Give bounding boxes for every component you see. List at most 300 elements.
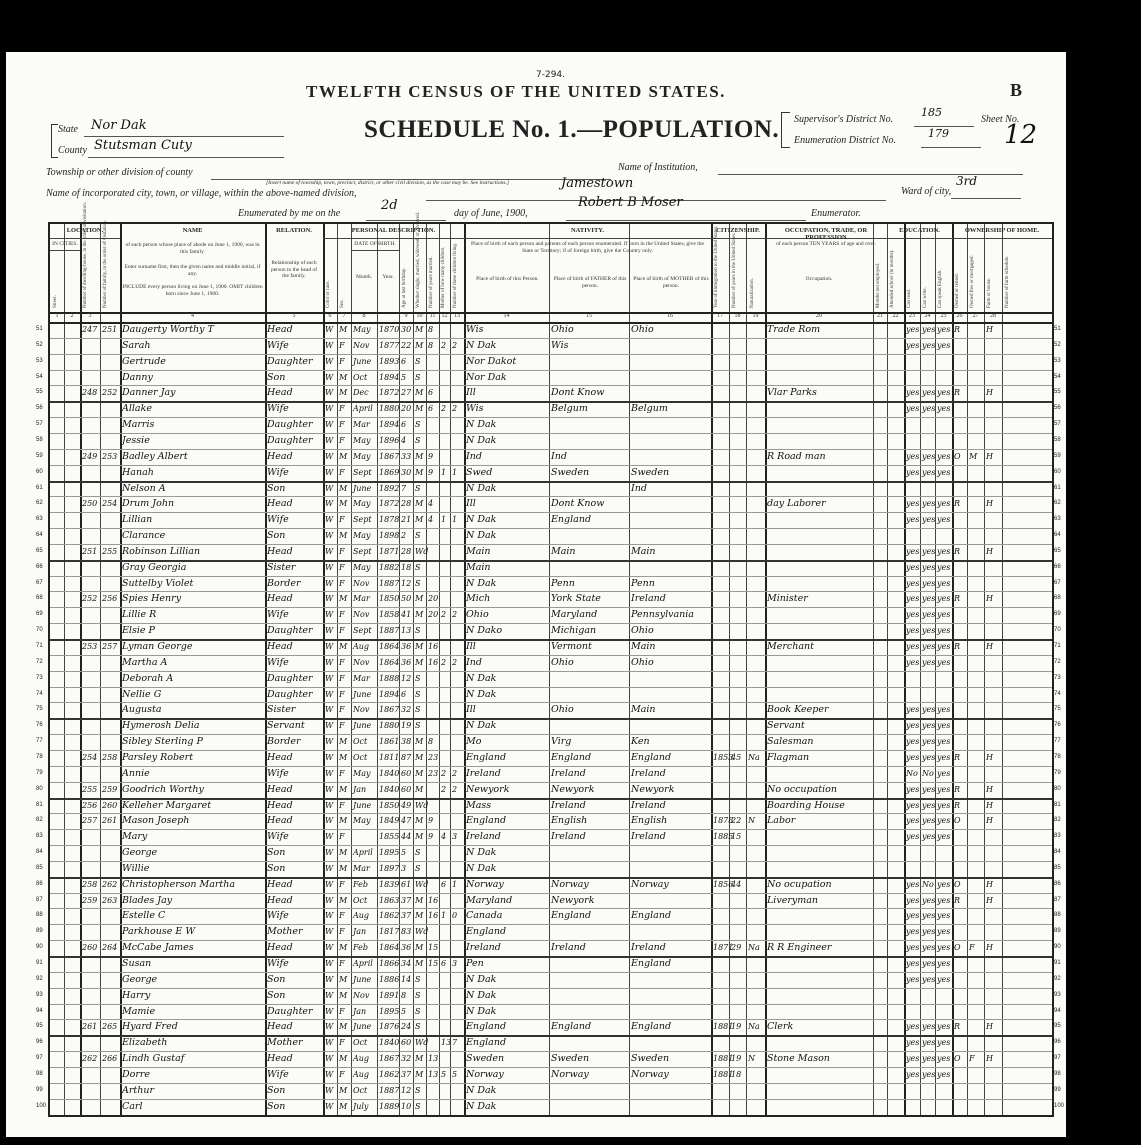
cell-name: Suttelby Violet xyxy=(122,577,194,589)
cell-month: June xyxy=(353,483,372,493)
cell-sex: M xyxy=(339,816,348,826)
cell-moth: 6 xyxy=(441,879,447,889)
line-number: 74 xyxy=(1054,690,1061,697)
cell-rd: yes xyxy=(906,340,920,350)
cell-month: Nov xyxy=(353,657,370,667)
cell-bp: N Dak xyxy=(466,672,497,684)
cell-age: 2 xyxy=(401,531,407,541)
cell-name: George xyxy=(122,973,158,985)
cell-fh: H xyxy=(986,943,993,953)
cell-age: 36 xyxy=(401,943,412,953)
column-number: 9 xyxy=(404,313,408,319)
cell-mar: M xyxy=(415,911,424,921)
farm-schedule-header: Number of farm schedule. xyxy=(1005,255,1010,308)
cell-mar: S xyxy=(415,974,421,984)
cell-mar: M xyxy=(415,895,424,905)
cell-rd: yes xyxy=(906,879,920,889)
enumerated-day: 2d xyxy=(381,198,398,213)
cell-imm: 1881 xyxy=(713,1022,734,1032)
cell-wr: yes xyxy=(922,546,936,556)
cell-moth: 4 xyxy=(441,832,447,842)
line-number: 79 xyxy=(1054,769,1061,776)
line-number: 95 xyxy=(1054,1023,1061,1030)
cell-bp: Nor Dakot xyxy=(466,355,517,367)
cell-rd: yes xyxy=(906,657,920,667)
cell-age: 3 xyxy=(401,863,407,873)
cell-dw: 250 xyxy=(82,499,98,509)
cell-imm: 1878 xyxy=(713,816,734,826)
cell-occ: Vlar Parks xyxy=(767,387,817,399)
cell-bm: Penn xyxy=(631,577,655,589)
cell-liv: 0 xyxy=(452,911,458,921)
cell-name: Christopherson Martha xyxy=(122,878,236,890)
column-divider xyxy=(711,224,713,1115)
cell-sex: F xyxy=(339,610,345,620)
cell-fm: 265 xyxy=(102,1022,118,1032)
cell-year: 1895 xyxy=(379,1006,400,1016)
cell-or: R xyxy=(954,388,961,398)
cell-rd: yes xyxy=(906,1022,920,1032)
cell-liv: 2 xyxy=(452,784,458,794)
line-number: 82 xyxy=(1054,817,1061,824)
cell-year: 1864 xyxy=(379,642,400,651)
group-header-relation: RELATION. xyxy=(276,227,312,234)
cell-bm: Main xyxy=(631,641,656,652)
cell-sex: F xyxy=(339,420,345,430)
line-number-left: 99 xyxy=(36,1086,43,1093)
cell-liv: 1 xyxy=(452,467,458,477)
cell-rel: Head xyxy=(267,450,293,462)
line-number: 98 xyxy=(1054,1070,1061,1077)
cell-bf: Ireland xyxy=(551,831,586,843)
cell-month: Mar xyxy=(353,420,370,430)
cell-sex: F xyxy=(339,1038,345,1048)
attended-school-header: Attended school (in months). xyxy=(890,249,895,308)
cell-year: 1894 xyxy=(379,420,400,430)
cell-occ: No occupation xyxy=(767,783,837,795)
color-header: Color or race. xyxy=(326,280,331,308)
cell-imm: 1881 xyxy=(713,1054,734,1064)
cell-bm: Main xyxy=(631,704,656,716)
cell-liv: 2 xyxy=(452,610,458,620)
cell-year: 1869 xyxy=(379,467,400,477)
cell-rd: yes xyxy=(906,610,920,620)
cell-fm: 266 xyxy=(102,1054,118,1064)
cell-sp: yes xyxy=(937,388,951,398)
cell-rel: Wife xyxy=(267,958,289,969)
cell-name: Blades Jay xyxy=(122,894,173,906)
cell-bp: N Dak xyxy=(466,720,497,732)
line-number-left: 86 xyxy=(36,880,43,887)
column-divider xyxy=(426,224,427,1115)
cell-age: 32 xyxy=(401,1054,412,1064)
cell-age: 7 xyxy=(401,483,407,493)
cell-age: 6 xyxy=(401,420,407,430)
cell-name: Mamie xyxy=(122,1005,156,1017)
cell-mar: S xyxy=(415,626,421,636)
cell-sex: M xyxy=(339,752,348,762)
cell-age: 41 xyxy=(401,610,412,620)
cell-wr: yes xyxy=(922,1069,936,1079)
cell-bm: Belgum xyxy=(631,403,668,415)
cell-rel: Head xyxy=(267,894,293,906)
cell-of: M xyxy=(969,451,978,461)
cell-dw: 251 xyxy=(82,546,98,556)
cell-sex: F xyxy=(339,1069,345,1079)
name-include-hint: INCLUDE every person living on June 1, 1900. OMIT children born since June 1, 1900. xyxy=(122,284,263,297)
line-number: 59 xyxy=(1054,452,1061,459)
line-number: 60 xyxy=(1054,468,1061,475)
cell-year: 1850 xyxy=(379,594,400,604)
cell-name: Nelson A xyxy=(122,482,166,494)
cell-wr: yes xyxy=(922,816,936,826)
cell-name: Parkhouse E W xyxy=(122,926,196,938)
cell-mar: S xyxy=(415,705,421,715)
cell-sp: yes xyxy=(937,784,951,794)
cell-sp: yes xyxy=(937,642,951,651)
cell-bm: England xyxy=(631,1021,672,1033)
cell-liv: 1 xyxy=(452,879,458,889)
cell-bm: Norway xyxy=(631,878,669,890)
cell-sp: yes xyxy=(937,610,951,620)
cell-color: W xyxy=(325,1006,334,1016)
cell-year: 1887 xyxy=(379,626,400,636)
group-header-citizenship: CITIZENSHIP. xyxy=(716,227,760,234)
cell-mar: M xyxy=(415,388,424,398)
cell-color: W xyxy=(325,467,334,477)
cell-rd: yes xyxy=(906,911,920,921)
cell-rd: yes xyxy=(906,816,920,826)
cell-age: 37 xyxy=(401,1069,412,1079)
column-divider xyxy=(549,224,550,1115)
cell-ym: 16 xyxy=(428,911,439,921)
cell-year: 1866 xyxy=(379,959,400,968)
cell-rel: Daughter xyxy=(267,434,313,446)
cell-color: W xyxy=(325,752,334,762)
cell-age: 36 xyxy=(401,657,412,667)
cell-bf: English xyxy=(551,815,588,827)
cell-ym: 15 xyxy=(428,959,439,968)
cell-mar: S xyxy=(415,848,421,858)
cell-fh: H xyxy=(986,546,993,556)
institution-label: Name of Institution, xyxy=(618,162,698,173)
cell-month: April xyxy=(353,404,373,414)
cell-name: Lyman George xyxy=(122,641,193,652)
cell-liv: 3 xyxy=(452,832,458,842)
cell-sex: M xyxy=(339,1022,348,1032)
cell-age: 18 xyxy=(401,562,412,572)
cell-year: 1888 xyxy=(379,673,400,683)
column-number: 25 xyxy=(940,313,947,319)
column-divider xyxy=(935,224,936,1115)
cell-nat: Na xyxy=(748,943,760,953)
cell-age: 5 xyxy=(401,372,407,382)
immigration-header: Year of immigration to the United States. xyxy=(714,225,719,308)
line-number: 100 xyxy=(1054,1102,1065,1109)
cell-name: Parsley Robert xyxy=(122,751,194,763)
cell-year: 1855 xyxy=(379,832,400,842)
cell-year: 1864 xyxy=(379,657,400,667)
cell-nat: Na xyxy=(748,752,760,762)
cell-liv: 1 xyxy=(452,515,458,525)
census-sheet xyxy=(6,52,1066,1137)
cell-ym: 9 xyxy=(428,467,434,477)
cell-name: Susan xyxy=(122,958,152,969)
cell-color: W xyxy=(325,483,334,493)
cell-age: 60 xyxy=(401,784,412,794)
cell-fh: H xyxy=(986,1054,993,1064)
can-read-header: Can read. xyxy=(907,288,912,308)
cell-color: W xyxy=(325,1022,334,1032)
city-value: Jamestown xyxy=(561,176,634,191)
cell-bf: Ireland xyxy=(551,942,586,954)
cell-rd: yes xyxy=(906,562,920,572)
sheet-value: 12 xyxy=(1004,120,1038,150)
cell-sp: yes xyxy=(937,594,951,604)
column-divider xyxy=(887,224,888,1115)
column-divider xyxy=(450,224,451,1115)
enumerated-day-field xyxy=(366,206,446,221)
cell-rel: Head xyxy=(267,545,293,557)
cell-month: May xyxy=(353,816,371,826)
cell-fh: H xyxy=(986,816,993,826)
cell-name: McCabe James xyxy=(122,942,194,954)
birth-date-rule xyxy=(351,250,399,251)
column-divider xyxy=(873,224,874,1115)
cell-sp: yes xyxy=(937,768,951,778)
cell-bm: Ireland xyxy=(631,942,666,954)
relation-description: Relationship of each person to the head of the family. xyxy=(270,260,318,279)
cell-bf: Ind xyxy=(551,450,567,462)
cell-color: W xyxy=(325,610,334,620)
cell-rd: yes xyxy=(906,895,920,905)
cell-year: 1839 xyxy=(379,879,400,889)
cell-occ: Servant xyxy=(767,720,805,732)
cell-wr: yes xyxy=(922,594,936,604)
line-number: 62 xyxy=(1054,500,1061,507)
cell-age: 50 xyxy=(401,594,412,604)
cell-ym: 13 xyxy=(428,1054,439,1064)
cell-name: Elizabeth xyxy=(122,1037,168,1049)
cell-rel: Son xyxy=(267,482,286,494)
cell-rd: yes xyxy=(906,832,920,842)
cell-nat: N xyxy=(748,1054,755,1064)
line-number: 93 xyxy=(1054,991,1061,998)
cell-mar: M xyxy=(415,737,424,747)
cell-age: 14 xyxy=(401,974,412,984)
cell-or: R xyxy=(954,895,961,905)
cell-name: Danner Jay xyxy=(122,387,176,399)
cell-bm: Ireland xyxy=(631,767,666,779)
cell-moth: 1 xyxy=(441,467,447,477)
cell-bf: Main xyxy=(551,545,576,557)
cell-bp: Ill xyxy=(466,704,476,716)
line-number-left: 79 xyxy=(36,769,43,776)
line-number-left: 62 xyxy=(36,500,43,507)
cell-bp: N Dak xyxy=(466,989,497,1001)
cell-rel: Wife xyxy=(267,403,289,415)
cell-rd: yes xyxy=(906,467,920,477)
line-number-left: 55 xyxy=(36,389,43,396)
column-number: 21 xyxy=(877,313,883,319)
cell-color: W xyxy=(325,1085,334,1095)
line-number: 86 xyxy=(1054,880,1061,887)
column-divider xyxy=(1002,224,1003,1115)
birth-person-header: Place of birth of this Person. xyxy=(476,276,539,282)
cell-dw: 258 xyxy=(82,879,98,889)
cell-rel: Head xyxy=(267,878,293,890)
cell-bf: Dont Know xyxy=(551,387,605,399)
cell-sex: M xyxy=(339,388,348,398)
line-number: 55 xyxy=(1054,389,1061,396)
line-number-left: 85 xyxy=(36,864,43,871)
cell-mar: M xyxy=(415,816,424,826)
cell-wr: yes xyxy=(922,578,936,588)
cell-color: W xyxy=(325,356,334,366)
column-number: 11 xyxy=(429,313,436,319)
cell-bp: Wis xyxy=(466,403,484,415)
cell-sex: F xyxy=(339,927,345,937)
cell-year: 1894 xyxy=(379,372,400,382)
cell-or: R xyxy=(954,642,961,651)
cell-bp: N Dak xyxy=(466,1005,497,1017)
cell-sex: M xyxy=(339,531,348,541)
cell-year: 1887 xyxy=(379,578,400,588)
cell-bp: England xyxy=(466,1021,507,1033)
cell-name: Annie xyxy=(122,767,150,779)
cell-bf: Dont Know xyxy=(551,498,605,510)
cell-color: W xyxy=(325,832,334,842)
cell-bf: England xyxy=(551,751,592,763)
cell-occ: Labor xyxy=(767,815,796,827)
cell-color: W xyxy=(325,325,334,334)
cell-age: 21 xyxy=(401,515,412,525)
cell-wr: yes xyxy=(922,721,936,731)
cell-name: Lillie R xyxy=(122,609,157,621)
cell-bp: Main xyxy=(466,545,491,557)
column-divider xyxy=(337,224,338,1115)
line-number-left: 51 xyxy=(36,326,43,332)
cell-sex: M xyxy=(339,990,348,1000)
cell-name: Lillian xyxy=(122,514,153,526)
line-number-left: 87 xyxy=(36,896,43,903)
cell-name: Marris xyxy=(122,419,155,431)
cell-ym: 20 xyxy=(428,594,439,604)
cell-rd: yes xyxy=(906,546,920,556)
cell-month: Oct xyxy=(353,895,368,905)
cell-dw: 248 xyxy=(82,388,98,398)
cell-rel: Head xyxy=(267,593,293,605)
cell-month: Oct xyxy=(353,737,368,747)
cell-mar: M xyxy=(415,959,424,968)
cell-mar: M xyxy=(415,451,424,461)
cell-name: Carl xyxy=(122,1100,143,1112)
cell-sp: yes xyxy=(937,451,951,461)
cell-age: 28 xyxy=(401,546,412,556)
cell-name: Hanah xyxy=(122,466,154,478)
cell-bm: Ohio xyxy=(631,625,654,637)
cell-dw: 255 xyxy=(82,784,98,794)
cell-bp: England xyxy=(466,815,507,827)
cell-color: W xyxy=(325,435,334,445)
farm-house-header: Farm or house. xyxy=(987,277,992,308)
line-number: 63 xyxy=(1054,516,1061,523)
cell-year: 1867 xyxy=(379,705,400,715)
cell-color: W xyxy=(325,959,334,968)
cell-moth: 2 xyxy=(441,404,447,414)
cell-month: May xyxy=(353,435,371,445)
cell-dw: 249 xyxy=(82,451,98,461)
cell-rel: Border xyxy=(267,736,301,748)
column-number: 8 xyxy=(362,313,366,319)
column-number: 20 xyxy=(816,313,822,319)
cell-name: Gertrude xyxy=(122,355,166,367)
cell-color: W xyxy=(325,879,334,889)
cell-rel: Daughter xyxy=(267,355,313,367)
cell-wr: yes xyxy=(922,642,936,651)
cell-liv: 2 xyxy=(452,340,458,350)
cell-color: W xyxy=(325,673,334,683)
cell-month: Oct xyxy=(353,372,368,382)
cell-ym: 6 xyxy=(428,388,434,398)
line-number: 66 xyxy=(1054,563,1061,570)
cell-fm: 252 xyxy=(102,388,118,398)
cell-sp: yes xyxy=(937,721,951,731)
cell-age: 36 xyxy=(401,642,412,651)
column-divider xyxy=(920,224,921,1115)
county-value: Stutsman Cuty xyxy=(94,138,192,153)
cell-wr: yes xyxy=(922,657,936,667)
cell-fm: 251 xyxy=(102,325,118,334)
cell-bf: Ohio xyxy=(551,656,574,668)
cell-sex: F xyxy=(339,467,345,477)
column-number: 17 xyxy=(717,313,723,319)
line-number-left: 84 xyxy=(36,849,43,856)
cell-rel: Wife xyxy=(267,514,289,526)
line-number: 53 xyxy=(1054,357,1061,364)
cell-rel: Wife xyxy=(267,767,289,779)
cell-age: 32 xyxy=(401,705,412,715)
cell-bp: Mich xyxy=(466,593,491,605)
cell-bp: Nor Dak xyxy=(466,371,507,383)
cell-sp: yes xyxy=(937,1054,951,1064)
cell-mar: Wd xyxy=(415,546,429,556)
cell-occ: Clerk xyxy=(767,1021,794,1033)
cell-mar: Wd xyxy=(415,1038,429,1048)
cell-fh: H xyxy=(986,784,993,794)
cell-mar: S xyxy=(415,435,421,445)
cell-name: Elsie P xyxy=(122,625,155,637)
cell-rel: Head xyxy=(267,783,293,795)
cell-moth: 2 xyxy=(441,340,447,350)
cell-wr: yes xyxy=(922,752,936,762)
line-number-left: 89 xyxy=(36,928,43,935)
cell-fm: 257 xyxy=(102,642,118,651)
cell-wr: yes xyxy=(922,404,936,414)
cell-bm: Sweden xyxy=(631,1053,670,1065)
cell-mar: M xyxy=(415,752,424,762)
cell-month: Jan xyxy=(353,1006,367,1016)
cell-occ: No ocupation xyxy=(767,878,832,890)
cell-month: May xyxy=(353,325,371,334)
cell-month: Nov xyxy=(353,578,370,588)
cell-ym: 13 xyxy=(428,1069,439,1079)
county-label: County xyxy=(58,145,87,156)
cell-bp: England xyxy=(466,1037,507,1049)
cell-sex: F xyxy=(339,705,345,715)
line-number-left: 75 xyxy=(36,706,43,713)
cell-fh: H xyxy=(986,451,993,461)
